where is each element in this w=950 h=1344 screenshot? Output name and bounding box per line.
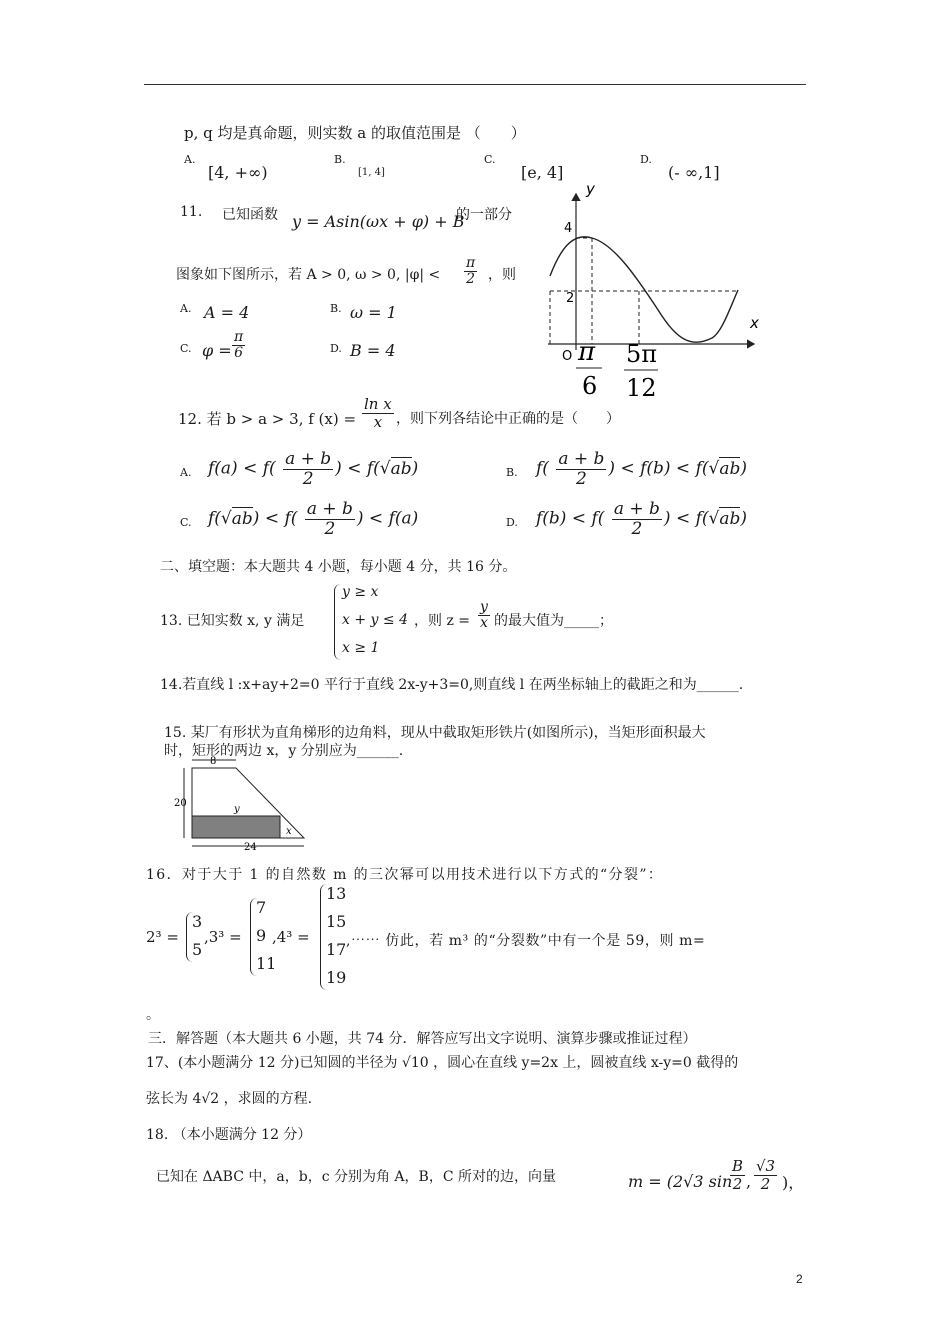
q16-end: 。 [146,1007,160,1023]
q13-brace [334,584,341,660]
graph-six: 6 [582,372,598,400]
q12-a-den: 2 [302,468,314,489]
label-y: y [234,804,240,815]
q11-d-value: B = 4 [350,341,396,360]
q12-d-den: 2 [631,518,643,539]
q11-a-value: A = 4 [204,303,250,322]
q11-c-value: φ = [202,341,232,360]
sine-graph [540,180,770,405]
q16-tail: ,⋯⋯ 仿此，若 m³ 的“分裂数”中有一个是 59，则 m= [346,933,706,949]
q10-b-label: B. [334,153,346,166]
q18-sqrt3-over-2 [752,1158,779,1192]
q16-s4c: 17 [326,940,347,959]
q11-b-label: B. [330,302,342,315]
q18-vector: m = (2√3 sin [628,1172,733,1191]
q16-s4a: 13 [326,884,347,903]
q12-c-expr: f(√ab) < f( $\frac{a + b}{2}$ ) < f(a) [208,499,419,539]
q16-s2a: 3 [192,912,203,931]
label-8: 8 [210,756,217,767]
q18-B: B [732,1157,744,1175]
q10-a-value: [4, +∞) [208,163,268,182]
q13-mid: ，则 z = [414,613,471,629]
q13-lead: 13. 已知实数 x, y 满足 [160,613,305,629]
q12-a-expr: f(a) < f( $\frac{a + b}{2}$ ) < f(√ab) [208,449,419,489]
q10-c-label: C. [484,153,496,166]
q16-line-1: 16．对于大于 1 的自然数 m 的三次幂可以用技术进行以下方式的“分裂”： [146,867,664,883]
q11-b-value: ω = 1 [350,303,397,322]
q11-lead: 已知函数 [222,207,278,223]
q11-condition: 图象如下图所示，若 A > 0, ω > 0, |φ| < [176,267,441,283]
q11-c-six: 6 [234,345,244,362]
q11-two: 2 [466,271,476,288]
q12-a-num: a + b [285,449,332,469]
q10-a-label: A. [184,153,196,166]
q16-s2b: 5 [192,940,203,959]
graph-tick-2: 2 [566,291,575,306]
q16-three-cubed: ,3³ = [204,928,242,946]
q10-d-value: (- ∞,1] [668,163,720,182]
q11-function: y = Asin(ωx + φ) + B [292,212,465,231]
section-3-heading: 三．解答题（本大题共 6 小题，共 74 分．解答应写出文字说明、演算步骤或推证过程） [148,1031,697,1047]
q15-line-2: 时，矩形的两边 x，y 分别应为______. [164,743,404,759]
q11-a-label: A. [180,302,192,315]
q18-b-over-2 [728,1158,747,1192]
section-2-heading: 二、填空题：本大题共 4 小题，每小题 4 分，共 16 分。 [160,559,517,575]
q10-b-value: [1, 4] [358,167,385,178]
q11-pi: π [466,255,476,271]
q16-s3a: 7 [256,898,267,917]
q18-heading: 18. （本小题满分 12 分） [146,1127,312,1143]
graph-y-label: y [586,180,595,198]
q12-b-num: a + b [558,449,605,469]
q10-stem: p, q 均是真命题，则实数 a 的取值范围是 （ ） [184,124,526,142]
q13-frac [476,600,492,632]
q11-number: 11. [180,204,203,220]
q18-comma: , [746,1172,752,1191]
page-number: 2 [796,1272,803,1286]
q10-d-label: D. [640,153,652,166]
graph-x-label: x [750,314,759,332]
q12-d-expr: f(b) < f( $\frac{a + b}{2}$ ) < f(√ab) [536,499,748,539]
q16-two-cubed: 2³ = [146,928,179,946]
graph-tick-4: 4 [564,221,573,236]
shaded-rectangle [192,816,280,838]
q12-d-num: a + b [613,499,660,519]
q17-line-2: 弦长为 4√2 ，求圆的方程. [146,1091,313,1107]
q12-a-label: A. [180,466,192,479]
label-24: 24 [244,842,257,850]
q16-s4b: 15 [326,912,347,931]
q12-d-label: D. [506,516,518,529]
q18-sqrt3: √3 [756,1157,776,1175]
q12-ln: ln x [364,395,392,413]
q13-tail: 的最大值为_____； [494,613,613,629]
q16-s4d: 19 [326,968,347,987]
q12-b-expr: f( $\frac{a + b}{2}$ ) < f(b) < f(√ab) [536,449,748,489]
q17-line-1: 17、(本小题满分 12 分)已知圆的半径为 √10 ，圆心在直线 y=2x 上，圆被直线 x-y=0 截得的 [146,1055,739,1071]
graph-origin: O [562,349,573,364]
q16-s3c: 11 [256,954,277,973]
q12-stem-a: 12. 若 b > a > 3, f (x) = [178,410,357,428]
q14-text: 14.若直线 l :x+ay+2=0 平行于直线 2x-y+3=0,则直线 l 在两坐标轴上的截距之和为______. [160,677,744,693]
q12-stem-b: ，则下列各结论中正确的是（ ） [396,411,620,427]
q16-s3b: 9 [256,926,267,945]
graph-twelve: 12 [626,374,657,402]
q13-fy: y [480,599,488,615]
q11-tail: 的一部分 [456,207,512,223]
trapezoid-figure [172,754,312,850]
q12-lnx-frac [360,396,396,430]
graph-five-pi: 5π [626,340,658,368]
q10-c-value: [e, 4] [521,163,564,182]
q18-two-a: 2 [732,1174,743,1193]
q11-pi-over-2 [462,256,479,288]
q12-b-label: B. [506,466,518,479]
label-x: x [286,826,292,837]
q13-cond-3: x ≥ 1 [342,640,380,656]
q15-line-1: 15. 某厂有形状为直角梯形的边角料，现从中截取矩形铁片(如图所示)，当矩形面积最大 [164,725,706,741]
graph-pi: π [578,337,596,367]
q13-cond-2: x + y ≤ 4 [342,612,408,628]
q16-four-cubed: ,4³ = [272,928,310,946]
q12-c-label: C. [180,516,192,529]
q18-close: )， [782,1173,805,1192]
q12-c-den: 2 [324,518,336,539]
q11-pi-over-6 [230,330,247,362]
label-20: 20 [174,798,187,809]
q18-two-b: 2 [760,1174,771,1193]
header-rule [144,84,806,85]
q13-fx: x [480,615,488,632]
q12-c-num: a + b [306,499,353,519]
q11-then: ，则 [488,267,516,283]
q13-cond-1: y ≥ x [342,584,379,600]
q11-d-label: D. [330,342,342,355]
q18-line: 已知在 ΔABC 中，a，b，c 分别为角 A，B，C 所对的边，向量 [156,1169,556,1185]
q12-x: x [373,412,383,431]
q11-c-pi: π [234,329,244,345]
q12-b-den: 2 [575,468,587,489]
sine-curve [550,237,738,342]
q11-c-label: C. [180,342,192,355]
